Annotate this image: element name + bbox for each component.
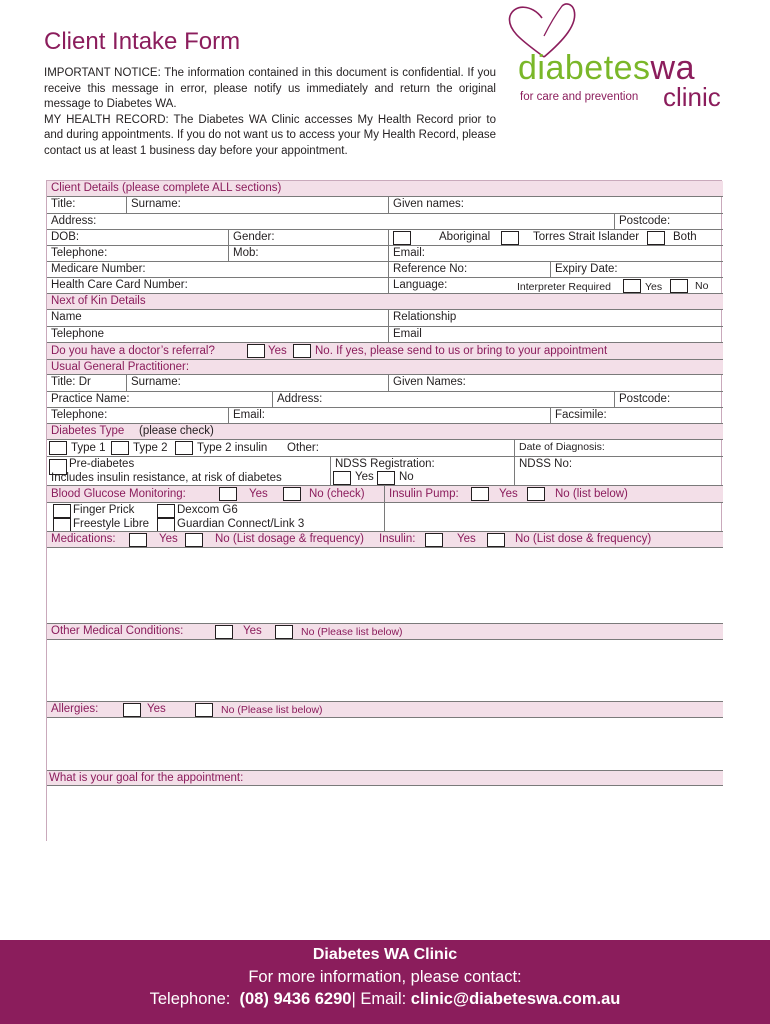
ndss-no-checkbox[interactable] xyxy=(377,471,395,485)
goal-label: What is your goal for the appointment: xyxy=(49,772,244,784)
footer-email-link[interactable]: clinic@diabeteswa.com.au xyxy=(410,990,621,1008)
freestyle-label: Freestyle Libre xyxy=(73,518,150,530)
diabetes-heading xyxy=(47,424,723,440)
practice-name-field[interactable]: Practice Name: xyxy=(47,392,273,407)
healthcare-card-field[interactable]: Health Care Card Number: xyxy=(47,278,389,293)
gp-postcode-field[interactable]: Postcode: xyxy=(619,393,671,405)
gp-surname-field[interactable]: Surname: xyxy=(127,375,389,391)
interpreter-label: Interpreter Required xyxy=(517,281,611,293)
gp-heading xyxy=(47,360,723,375)
allergies-yes-checkbox[interactable] xyxy=(123,703,141,717)
type2-insulin-label: Type 2 insulin xyxy=(197,442,268,454)
footer xyxy=(0,940,770,1024)
monitor-devices-group xyxy=(47,503,385,531)
type2-label: Type 2 xyxy=(133,442,168,454)
footer-email-label: Email: xyxy=(360,990,407,1008)
goal-row xyxy=(47,771,723,786)
gp-given-field[interactable]: Given Names: xyxy=(393,376,466,388)
conditions-textarea[interactable] xyxy=(47,640,723,702)
dob-field[interactable]: DOB: xyxy=(47,230,229,245)
conditions-label: Other Medical Conditions: xyxy=(51,625,184,637)
bg-no-checkbox[interactable] xyxy=(283,487,301,501)
kin-heading-text: Next of Kin Details xyxy=(51,295,146,307)
conditions-row xyxy=(47,624,723,640)
bg-no-label: No (check) xyxy=(309,488,365,500)
ndss-yes-checkbox[interactable] xyxy=(333,471,351,485)
telephone-field[interactable]: Telephone: xyxy=(47,246,229,261)
atsi-group xyxy=(389,230,723,245)
mobile-field[interactable]: Mob: xyxy=(229,246,389,261)
finger-prick-label: Finger Prick xyxy=(73,504,135,516)
gender-field[interactable]: Gender: xyxy=(229,230,389,245)
medications-label: Medications: xyxy=(51,533,116,545)
pump-yes-checkbox[interactable] xyxy=(471,487,489,501)
medicare-field[interactable]: Medicare Number: xyxy=(47,262,389,277)
gp-heading-text: Usual General Practitioner: xyxy=(51,361,190,373)
referral-no-checkbox[interactable] xyxy=(293,344,311,358)
reference-field[interactable]: Reference No: xyxy=(389,262,551,277)
medications-textarea[interactable] xyxy=(47,548,723,624)
client-details-heading xyxy=(47,181,723,197)
logo-clinic: clinic xyxy=(663,82,721,112)
diagnosis-date-field[interactable]: Date of Diagnosis: xyxy=(519,441,605,453)
client-dob-row xyxy=(47,230,723,246)
expiry-field[interactable]: Expiry Date: xyxy=(555,263,618,275)
insulin-pump-group xyxy=(385,486,723,502)
type1-checkbox[interactable] xyxy=(49,441,67,455)
conditions-yes-label: Yes xyxy=(243,625,262,637)
given-names-field[interactable]: Given names: xyxy=(393,198,464,210)
client-contact-row xyxy=(47,246,723,262)
address-field[interactable]: Address: xyxy=(47,214,615,229)
both-checkbox[interactable] xyxy=(647,231,665,245)
email-field[interactable]: Email: xyxy=(393,247,425,259)
guardian-label: Guardian Connect/Link 3 xyxy=(177,518,305,530)
kin-email-field[interactable]: Email xyxy=(393,328,422,340)
kin-telephone-field[interactable]: Telephone xyxy=(47,327,389,342)
bg-monitoring-group xyxy=(47,486,385,502)
kin-relationship-field[interactable]: Relationship xyxy=(393,311,457,323)
interpreter-yes-label: Yes xyxy=(645,281,663,293)
insulin-no-checkbox[interactable] xyxy=(487,533,505,547)
finger-prick-checkbox[interactable] xyxy=(53,504,71,518)
medications-yes-checkbox[interactable] xyxy=(129,533,147,547)
healthcare-row xyxy=(47,278,723,294)
torres-label: Torres Strait Islander xyxy=(533,231,640,243)
pump-no-label: No (list below) xyxy=(555,488,628,500)
footer-title: Diabetes WA Clinic xyxy=(312,946,458,963)
other-type-label: Other: xyxy=(287,442,319,454)
allergies-no-checkbox[interactable] xyxy=(195,703,213,717)
diabetes-heading-text: Diabetes Type xyxy=(51,425,125,437)
postcode-field[interactable]: Postcode: xyxy=(619,215,671,227)
referral-no-label: No. If yes, please send to us or bring to your appointment xyxy=(315,345,608,357)
bg-monitoring-label: Blood Glucose Monitoring: xyxy=(51,488,186,500)
freestyle-checkbox[interactable] xyxy=(53,518,71,531)
conditions-no-label: No (Please list below) xyxy=(301,626,403,638)
ndss-registration-label: NDSS Registration: xyxy=(335,458,435,470)
footer-subtitle: For more information, please contact: xyxy=(248,968,522,986)
conditions-yes-checkbox[interactable] xyxy=(215,625,233,639)
goal-textarea[interactable] xyxy=(47,786,723,841)
monitoring-row xyxy=(47,486,723,503)
diabetes-heading-note: (please check) xyxy=(139,425,214,437)
language-group xyxy=(389,278,723,293)
medications-yes-label: Yes xyxy=(159,533,178,545)
aboriginal-checkbox[interactable] xyxy=(393,231,411,245)
prediabetes-label: Pre-diabetes xyxy=(69,458,135,470)
logo-word-diabetes: diabetes xyxy=(518,49,651,87)
logo-tagline: for care and prevention xyxy=(520,91,639,103)
monitor-devices-row xyxy=(47,503,723,532)
medicare-row xyxy=(47,262,723,278)
allergies-textarea[interactable] xyxy=(47,718,723,771)
important-notice: IMPORTANT NOTICE: The information contained in this document is confidential. If you receive this message in error, please notify us immediately and return the original message to Diabetes WA. xyxy=(44,67,496,110)
insulin-yes-checkbox[interactable] xyxy=(425,533,443,547)
referral-row xyxy=(47,343,723,360)
torres-checkbox[interactable] xyxy=(501,231,519,245)
guardian-checkbox[interactable] xyxy=(157,518,175,531)
footer-contact xyxy=(0,990,770,1009)
dexcom-checkbox[interactable] xyxy=(157,504,175,518)
gp-practice-row xyxy=(47,392,723,408)
allergies-label: Allergies: xyxy=(51,703,99,715)
footer-separator: | xyxy=(351,990,356,1008)
allergies-yes-label: Yes xyxy=(147,703,166,715)
aboriginal-label: Aboriginal xyxy=(439,231,491,243)
both-label: Both xyxy=(673,231,697,243)
insulin-pump-label: Insulin Pump: xyxy=(389,488,459,500)
footer-telephone[interactable]: (08) 9436 6290 xyxy=(239,990,352,1008)
prediabetes-group xyxy=(47,457,331,485)
referral-question: Do you have a doctor’s referral? xyxy=(51,345,215,357)
kin-name-row xyxy=(47,310,723,327)
logo-word-wa: wa xyxy=(650,49,696,87)
insulin-yes-label: Yes xyxy=(457,533,476,545)
logo-wordmark xyxy=(518,50,695,86)
language-label: Language: xyxy=(393,279,448,291)
footer-tel-label: Telephone: xyxy=(149,990,231,1008)
referral-yes-label: Yes xyxy=(268,345,287,357)
kin-contact-row xyxy=(47,327,723,343)
title-field[interactable]: Title: xyxy=(47,197,127,213)
gp-address-field[interactable]: Address: xyxy=(273,392,615,407)
medications-no-checkbox[interactable] xyxy=(185,533,203,547)
allergies-no-label: No (Please list below) xyxy=(221,704,323,716)
prediabetes-row xyxy=(47,457,723,486)
surname-field[interactable]: Surname: xyxy=(127,197,389,213)
pump-yes-label: Yes xyxy=(499,488,518,500)
ndss-yes-label: Yes xyxy=(355,471,374,483)
intake-form xyxy=(46,180,722,841)
ndss-no-label: No xyxy=(399,471,414,483)
page-title: Client Intake Form xyxy=(44,28,241,55)
type2-checkbox[interactable] xyxy=(111,441,129,455)
medications-no-label: No (List dosage & frequency) xyxy=(215,533,364,545)
health-record-notice: MY HEALTH RECORD: The Diabetes WA Clinic accesses My Health Record prior to and during appointments. If you do not want us to access your My Health Record, please contact us at least 1 business day before your appointment. xyxy=(44,113,496,157)
diabetes-type-group xyxy=(47,440,515,456)
medications-row xyxy=(47,532,723,548)
notice-block xyxy=(44,66,496,159)
interpreter-no-label: No xyxy=(695,280,709,292)
bg-yes-checkbox[interactable] xyxy=(219,487,237,501)
interpreter-yes-checkbox[interactable] xyxy=(623,279,641,293)
ndss-number-field[interactable]: NDSS No: xyxy=(519,458,573,470)
type1-label: Type 1 xyxy=(71,442,106,454)
gp-name-row xyxy=(47,375,723,392)
kin-name-field[interactable]: Name xyxy=(47,310,389,326)
diabetes-type-row xyxy=(47,440,723,457)
prediabetes-note: Includes insulin resistance, at risk of diabetes xyxy=(51,472,282,484)
gp-fax-field[interactable]: Facsimile: xyxy=(555,409,607,421)
insulin-label: Insulin: xyxy=(379,533,416,545)
dexcom-label: Dexcom G6 xyxy=(177,504,238,516)
gp-contact-row xyxy=(47,408,723,424)
referral-yes-checkbox[interactable] xyxy=(247,344,265,358)
gp-title-field[interactable]: Title: Dr xyxy=(47,375,127,391)
allergies-row xyxy=(47,702,723,718)
bg-yes-label: Yes xyxy=(249,488,268,500)
client-address-row xyxy=(47,214,723,230)
interpreter-no-checkbox[interactable] xyxy=(670,279,688,293)
gp-telephone-field[interactable]: Telephone: xyxy=(47,408,229,423)
kin-heading xyxy=(47,294,723,310)
ndss-registration-group xyxy=(331,457,515,485)
insulin-no-label: No (List dose & frequency) xyxy=(515,533,652,545)
gp-email-field[interactable]: Email: xyxy=(229,408,551,423)
conditions-no-checkbox[interactable] xyxy=(275,625,293,639)
client-heading-text: Client Details (please complete ALL sections) xyxy=(51,182,282,194)
pump-no-checkbox[interactable] xyxy=(527,487,545,501)
client-name-row xyxy=(47,197,723,214)
type2-insulin-checkbox[interactable] xyxy=(175,441,193,455)
